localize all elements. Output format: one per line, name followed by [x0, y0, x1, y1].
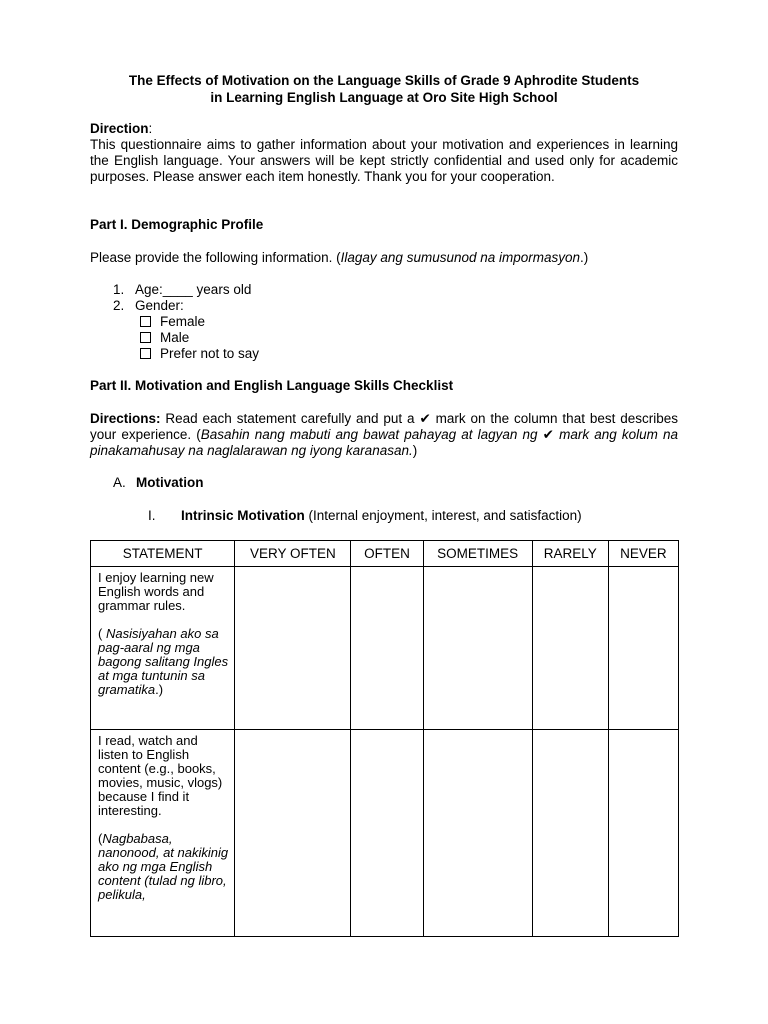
motivation-checklist-table [90, 540, 679, 937]
part2-directions-label: Directions: [90, 411, 161, 426]
part1-instruction [90, 250, 678, 266]
response-cell-rarely[interactable] [532, 730, 608, 937]
response-cell-sometimes[interactable] [423, 567, 532, 730]
statement-english: I read, watch and listen to English content (e.g., books, movies, music, vlogs) because I find it interesting. [98, 733, 223, 818]
header-often: OFTEN [351, 541, 423, 567]
subsection-heading [148, 508, 582, 524]
direction-label: Direction [90, 121, 149, 136]
title-line-1: The Effects of Motivation on the Language Skills of Grade 9 Aphrodite Students [128, 73, 640, 88]
response-cell-never[interactable] [608, 567, 678, 730]
statement-tagalog-text: Nagbabasa, nanonood, at nakikinig ako ng mga English content (tulad ng libro, pelikula, [98, 831, 229, 902]
response-cell-never[interactable] [608, 730, 678, 937]
gender-option-male[interactable] [140, 330, 189, 346]
response-cell-sometimes[interactable] [423, 730, 532, 937]
statement-tagalog [98, 627, 228, 697]
paren-open: ( [98, 626, 106, 641]
section-letter: A. [113, 475, 126, 490]
checkbox-icon[interactable] [140, 348, 151, 359]
age-field [113, 282, 251, 298]
direction-text: This questionnaire aims to gather information about your motivation and experiences in learning the English language. Your answers will be kept strictly confidential and used only for academic purposes. Please answer each item honestly. Thank you for your cooperation. [90, 137, 678, 184]
list-number: 1. [113, 282, 125, 297]
response-cell-often[interactable] [351, 730, 423, 937]
table-row [91, 730, 679, 937]
check-mark-icon: ✔ [542, 427, 554, 442]
statement-tagalog-text: Nasisiyahan ako sa pag-aaral ng mga bagong salitang Ingles at mga tuntunin sa gramatika [98, 626, 229, 697]
age-label[interactable]: Age:____ years old [135, 282, 252, 297]
part2-directions-text: Read each statement carefully and put a [160, 411, 420, 426]
statement-tagalog [98, 832, 228, 902]
part1-instruction-text: Please provide the following information. ( [90, 250, 341, 265]
subsection-title: Intrinsic Motivation [181, 508, 305, 523]
paren-close: .) [155, 682, 164, 697]
part1-instruction-tagalog: Ilagay ang sumusunod na impormasyon [340, 250, 581, 265]
part2-directions [90, 411, 678, 459]
checkbox-label: Male [160, 330, 190, 345]
statement-cell [91, 567, 235, 730]
part2-directions-end: ) [412, 443, 418, 458]
part2-directions-tagalog: mark ang kolum na pinakamahusay na naglalarawan ng iyong karanasan. [90, 427, 678, 458]
direction-colon: : [148, 121, 153, 136]
header-rarely: RARELY [532, 541, 608, 567]
part1-heading: Part I. Demographic Profile [90, 217, 264, 232]
check-mark-icon: ✔ [419, 411, 431, 426]
title-line-2: in Learning English Language at Oro Site High School [210, 90, 558, 105]
document-title [0, 72, 768, 106]
direction-heading [90, 121, 678, 137]
list-number: 2. [113, 298, 125, 313]
section-title: Motivation [136, 475, 204, 490]
response-cell-rarely[interactable] [532, 567, 608, 730]
paren-open: ( [98, 831, 103, 846]
part2-directions-text: mark on the column that best describes your experience. ( [90, 411, 679, 442]
response-cell-very-often[interactable] [235, 730, 351, 937]
table-row [91, 567, 679, 730]
table-header-row [91, 541, 679, 567]
statement-cell [91, 730, 235, 937]
header-never: NEVER [608, 541, 678, 567]
section-a-heading [113, 475, 204, 491]
subsection-description: (Internal enjoyment, interest, and satisfaction) [304, 508, 582, 523]
response-cell-often[interactable] [351, 567, 423, 730]
header-statement: STATEMENT [91, 541, 235, 567]
gender-option-prefer-not[interactable] [140, 346, 259, 362]
part2-directions-tagalog: Basahin nang mabuti ang bawat pahayag at lagyan ng [200, 427, 543, 442]
header-very-often: VERY OFTEN [235, 541, 351, 567]
part2-heading: Part II. Motivation and English Language Skills Checklist [90, 378, 454, 393]
gender-field [113, 298, 184, 314]
checkbox-label: Female [160, 314, 206, 329]
checkbox-label: Prefer not to say [160, 346, 260, 361]
gender-option-female[interactable] [140, 314, 205, 330]
header-sometimes: SOMETIMES [423, 541, 532, 567]
gender-label: Gender: [135, 298, 184, 313]
subsection-number: I. [148, 508, 156, 523]
checkbox-icon[interactable] [140, 316, 151, 327]
response-cell-very-often[interactable] [235, 567, 351, 730]
checkbox-icon[interactable] [140, 332, 151, 343]
statement-english: I enjoy learning new English words and grammar rules. [98, 570, 214, 613]
part1-instruction-end: .) [580, 250, 589, 265]
